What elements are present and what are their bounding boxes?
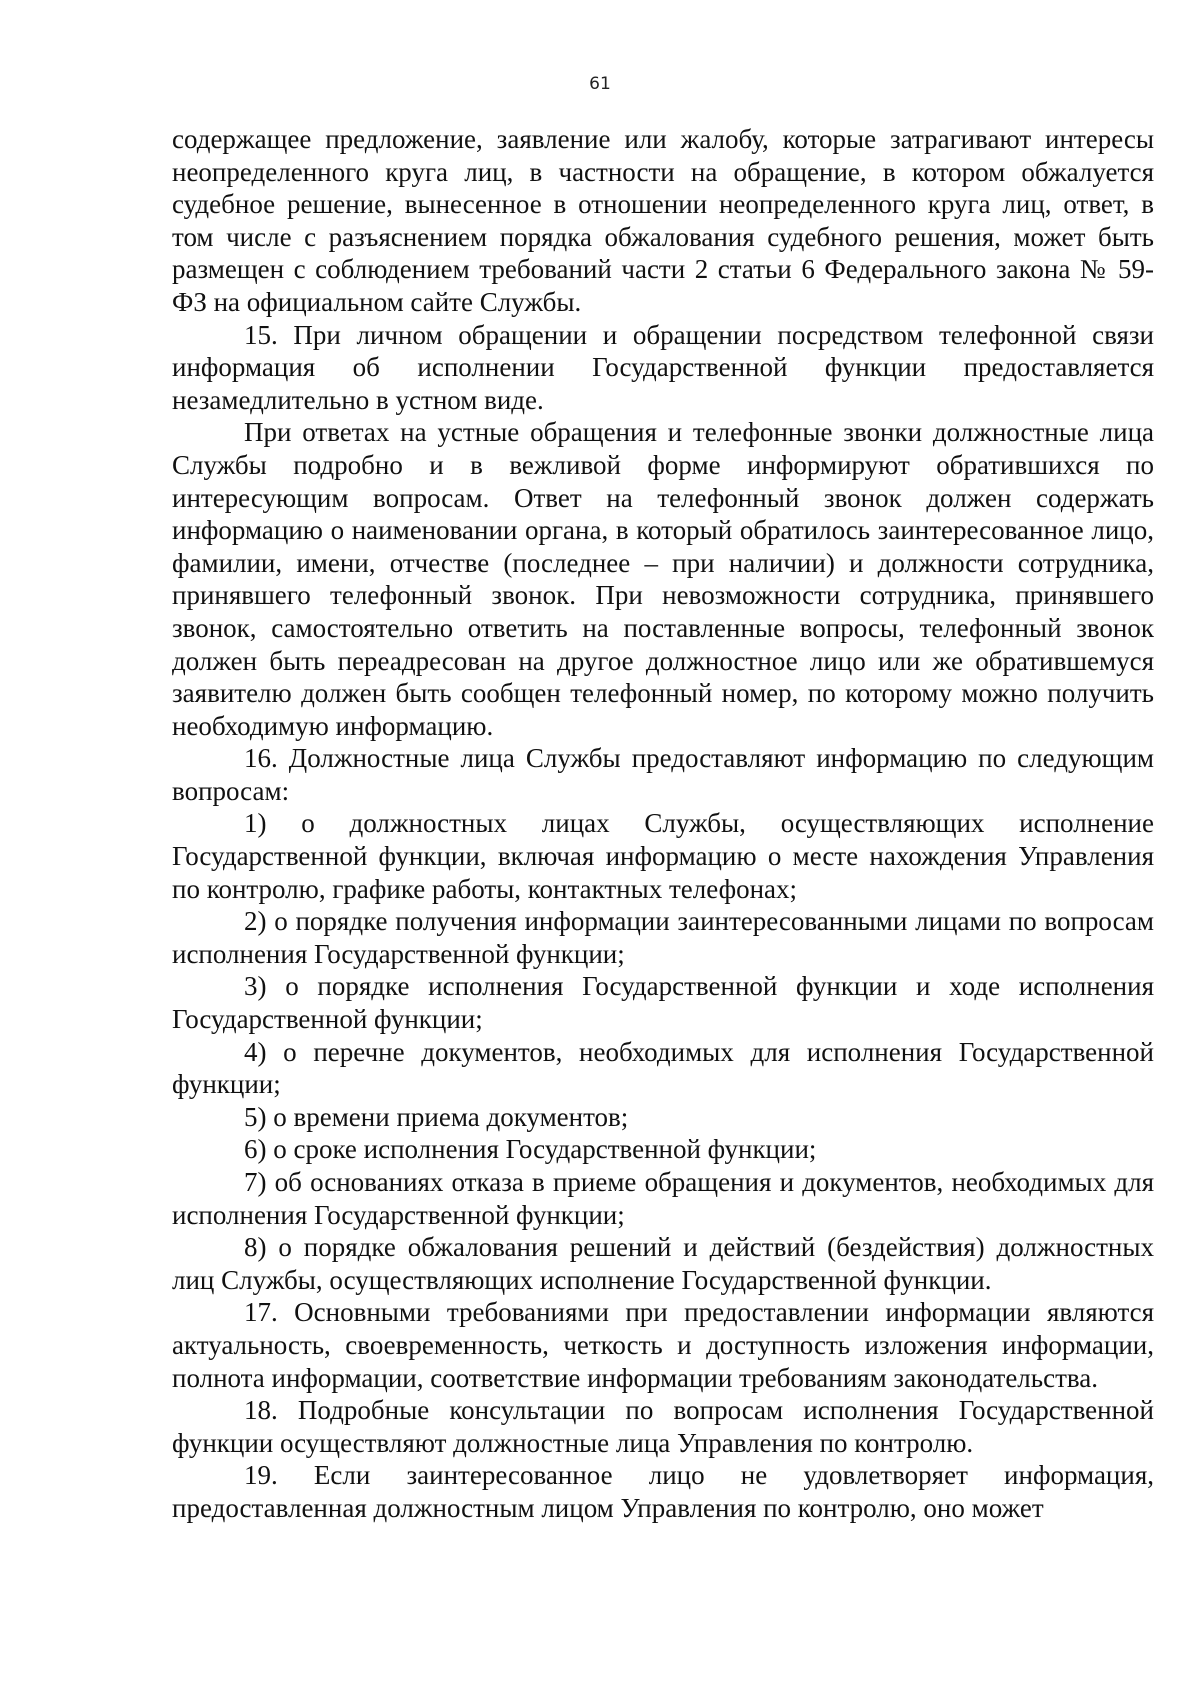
list-item-5: 5) о времени приема документов; (244, 1101, 629, 1132)
paragraph-item-16: 16. Должностные лица Службы предоставляют информацию по следующим вопросам: (172, 743, 1154, 806)
list-item-1: 1) о должностных лицах Службы, осуществляющих исполнение Государственной функции, включая информацию о месте нахождения Управления по контролю, графике работы, контактных телефонах; (172, 808, 1154, 904)
list-item-4: 4) о перечне документов, необходимых для исполнения Государственной функции; (172, 1036, 1154, 1100)
list-item-8: 8) о порядке обжалования решений и действий (бездействия) должностных лиц Службы, осуществляющих исполнение Государственной функции. (172, 1232, 1154, 1295)
paragraph-item-18: 18. Подробные консультации по вопросам исполнения Государственной функции осуществляют должностные лица Управления по контролю. (172, 1395, 1154, 1458)
list-item-2: 2) о порядке получения информации заинтересованными лицами по вопросам исполнения Государственной функции; (172, 906, 1154, 969)
paragraph-item-17: 17. Основными требованиями при предоставлении информации являются актуальность, своевременность, четкость и доступность изложения информации, полнота информации, соответствие информации требованиям законодательства. (172, 1297, 1154, 1393)
document-body (172, 123, 1154, 1525)
paragraph-continuation: содержащее предложение, заявление или жалобу, которые затрагивают интересы неопределенного круга лиц, в частности на обращение, в котором обжалуется судебное решение, вынесенное в отношении неопределенного круга лиц, ответ, в том числе с разъяснением порядка обжалования судебного решения, может быть размещен с соблюдением требований части 2 статьи 6 Федерального закона № 59-ФЗ на официальном сайте Службы. (172, 124, 1154, 317)
paragraph-item-15: 15. При личном обращении и обращении посредством телефонной связи информация об исполнении Государственной функции предоставляется незамедлительно в устном виде. (172, 319, 1154, 415)
paragraph-phone-answers: При ответах на устные обращения и телефонные звонки должностные лица Службы подробно и в вежливой форме информируют обратившихся по интересующим вопросам. Ответ на телефонный звонок должен содержать информацию о наименовании органа, в который обратилось заинтересованное лицо, фамилии, имени, отчестве (последнее – при наличии) и должности сотрудника, принявшего телефонный звонок. При невозможности сотрудника, принявшего звонок, самостоятельно ответить на поставленные вопросы, телефонный звонок должен быть переадресован на другое должностное лицо или же обратившемуся заявителю должен быть сообщен телефонный номер, по которому можно получить необходимую информацию. (172, 417, 1154, 741)
page-number: 61 (589, 74, 611, 94)
list-item-6: 6) о сроке исполнения Государственной функции; (244, 1134, 817, 1165)
paragraph-item-19: 19. Если заинтересованное лицо не удовлетворяет информация, предоставленная должностным лицом Управления по контролю, оно может (172, 1460, 1154, 1523)
list-item-3: 3) о порядке исполнения Государственной функции и ходе исполнения Государственной функции; (172, 971, 1154, 1035)
list-item-7: 7) об основаниях отказа в приеме обращения и документов, необходимых для исполнения Государственной функции; (172, 1167, 1154, 1230)
